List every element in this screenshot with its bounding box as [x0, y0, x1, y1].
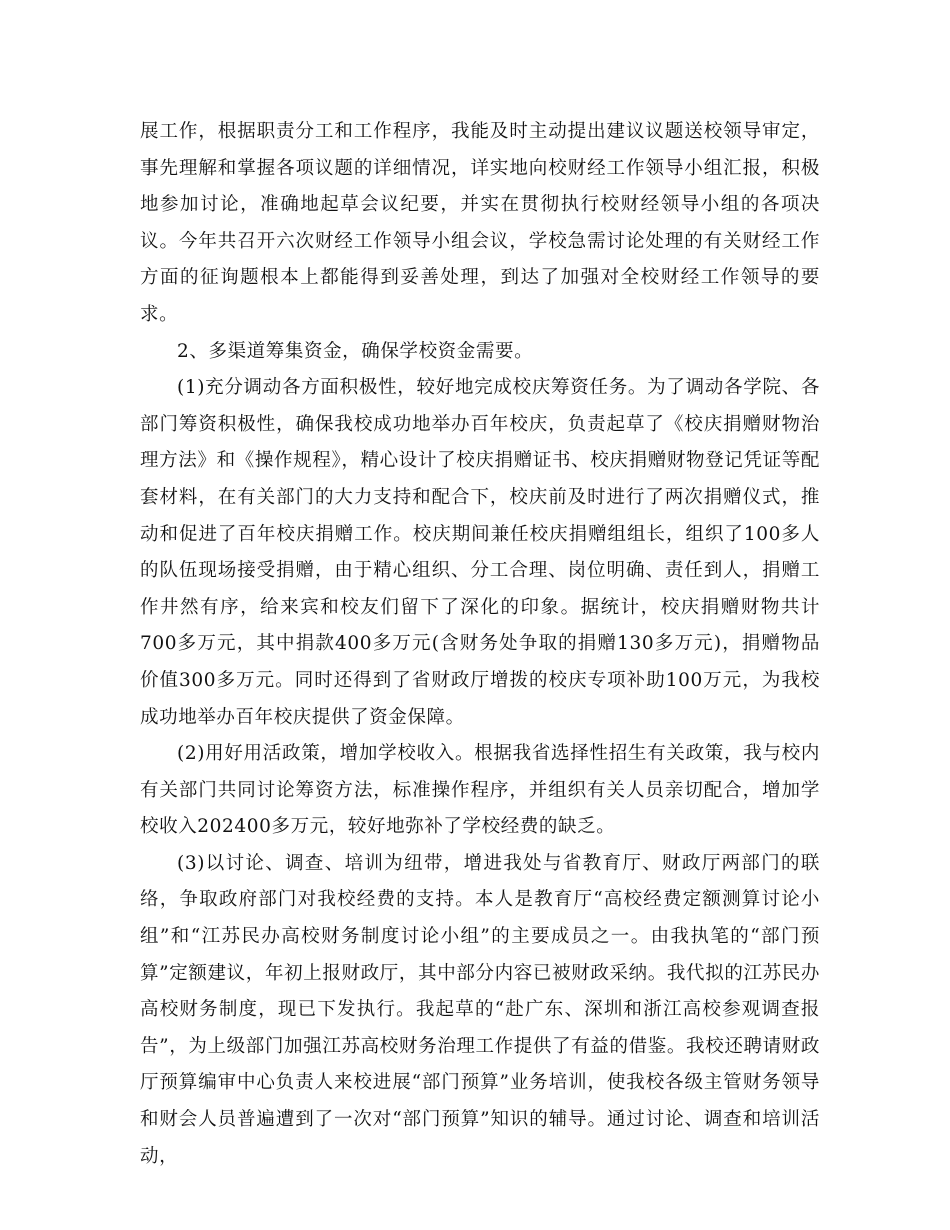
- paragraph-item-1: (1)充分调动各方面积极性，较好地完成校庆筹资任务。为了调动各学院、各部门筹资积极性，确保我校成功地举办百年校庆，负责起草了《校庆捐赠财物治理方法》和《操作规程》，精心设计了校庆捐赠证书、校庆捐赠财物登记凭证等配套材料，在有关部门的大力支持和配合下，校庆前及时进行了两次捐赠仪式，推动和促进了百年校庆捐赠工作。校庆期间兼任校庆捐赠组组长，组织了100多人的队伍现场接受捐赠，由于精心组织、分工合理、岗位明确、责任到人，捐赠工作井然有序，给来宾和校友们留下了深化的印象。据统计，校庆捐赠财物共计700多万元，其中捐款400多万元(含财务处争取的捐赠130多万元)，捐赠物品价值300多万元。同时还得到了省财政厅增拨的校庆专项补助100万元，为我校成功地举办百年校庆提供了资金保障。: [140, 377, 820, 728]
- paragraph-continuation: 展工作，根据职责分工和工作程序，我能及时主动提出建议议题送校领导审定，事先理解和掌握各项议题的详细情况，详实地向校财经工作领导小组汇报，积极地参加讨论，准确地起草会议纪要，并实在贯彻执行校财经领导小组的各项决议。今年共召开六次财经工作领导小组会议，学校急需讨论处理的有关财经工作方面的征询题根本上都能得到妥善处理，到达了加强对全校财经工作领导的要求。: [140, 121, 820, 325]
- paragraph-item-3: (3)以讨论、调查、培训为纽带，增进我处与省教育厅、财政厅两部门的联络，争取政府部门对我校经费的支持。本人是教育厅“高校经费定额测算讨论小组”和“江苏民办高校财务制度讨论小组”的主要成员之一。由我执笔的“部门预算”定额建议，年初上报财政厅，其中部分内容已被财政采纳。我代拟的江苏民办高校财务制度，现已下发执行。我起草的“赴广东、深圳和浙江高校参观调查报告”，为上级部门加强江苏高校财务治理工作提供了有益的借鉴。我校还聘请财政厅预算编审中心负责人来校进展“部门预算”业务培训，使我校各级主管财务领导和财会人员普遍遭到了一次对“部门预算”知识的辅导。通过讨论、调查和培训活动，: [140, 852, 820, 1167]
- paragraph-section-heading: 2、多渠道筹集资金，确保学校资金需要。: [177, 340, 534, 362]
- document-body: [140, 114, 820, 1175]
- paragraph-item-2: (2)用好用活政策，增加学校收入。根据我省选择性招生有关政策，我与校内有关部门共同讨论筹资方法，标准操作程序，并组织有关人员亲切配合，增加学校收入202400多万元，较好地弥补了学校经费的缺乏。: [140, 743, 820, 838]
